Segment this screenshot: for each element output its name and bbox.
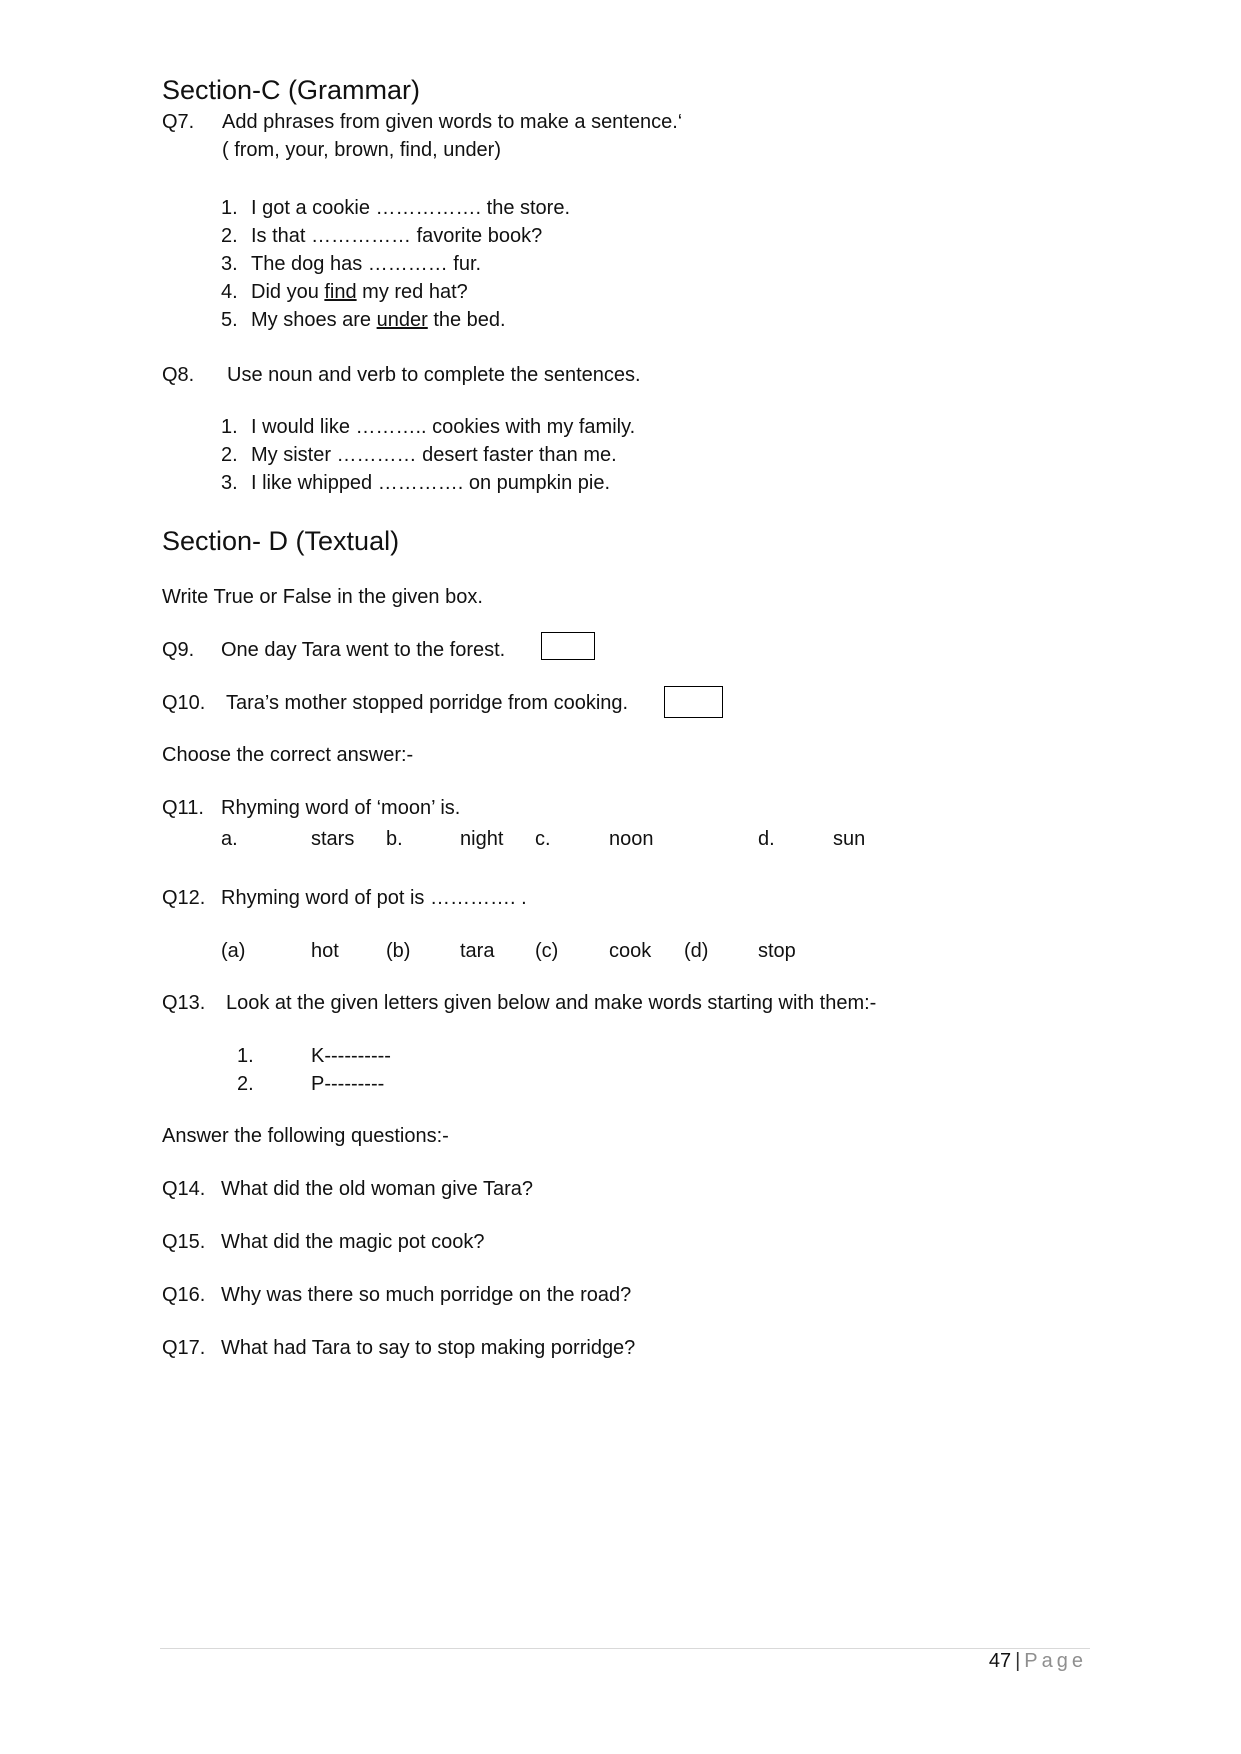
page-footer: [989, 1650, 1087, 1673]
q7-item-number: 3.: [221, 253, 238, 275]
q12-text: Rhyming word of pot is …………. .: [221, 887, 527, 909]
q13-number: Q13.: [162, 992, 206, 1014]
q7-item-text: I got a cookie ……………. the store.: [251, 197, 571, 219]
option-label: (d): [684, 940, 709, 962]
q7-item-text: Did you find my red hat?: [251, 281, 468, 303]
option-label: c.: [535, 828, 551, 850]
option-text: cook: [609, 940, 652, 962]
section-d-heading: Section- D (Textual): [162, 526, 400, 556]
q13-item-number: 1.: [237, 1045, 254, 1067]
q13-item-number: 2.: [237, 1073, 254, 1095]
footer-divider: [160, 1648, 1090, 1649]
q7-number: Q7.: [162, 111, 195, 133]
q7-item-number: 4.: [221, 281, 238, 303]
q9-answer-box[interactable]: [541, 632, 595, 660]
choose-instruction: Choose the correct answer:-: [162, 744, 414, 766]
q7-item-number: 2.: [221, 225, 238, 247]
option-label: d.: [758, 828, 775, 850]
q8-item-number: 1.: [221, 416, 238, 438]
question-number: Q14.: [162, 1178, 206, 1200]
q7-item-text: My shoes are under the bed.: [251, 309, 506, 331]
option-label: (a): [221, 940, 246, 962]
question-text: What did the magic pot cook?: [221, 1231, 485, 1253]
q8-text: Use noun and verb to complete the sentences.: [227, 364, 641, 386]
q9-number: Q9.: [162, 639, 195, 661]
q13-item-text: P---------: [311, 1073, 385, 1095]
option-label: (b): [386, 940, 411, 962]
option-label: (c): [535, 940, 559, 962]
question-number: Q16.: [162, 1284, 206, 1306]
question-number: Q15.: [162, 1231, 206, 1253]
option-text: sun: [833, 828, 866, 850]
q8-item-number: 3.: [221, 472, 238, 494]
option-label: a.: [221, 828, 238, 850]
q7-item-text: Is that …………… favorite book?: [251, 225, 543, 247]
q10-answer-box[interactable]: [664, 686, 723, 718]
q11-text: Rhyming word of ‘moon’ is.: [221, 797, 461, 819]
q13-item-text: K----------: [311, 1045, 391, 1067]
page-separator: |: [1015, 1650, 1021, 1672]
question-text: What did the old woman give Tara?: [221, 1178, 534, 1200]
option-text: night: [460, 828, 504, 850]
question-text: What had Tara to say to stop making porridge?: [221, 1337, 636, 1359]
q7-word-bank: ( from, your, brown, find, under): [222, 139, 502, 161]
section-c-heading: Section-C (Grammar): [162, 75, 421, 105]
q8-number: Q8.: [162, 364, 195, 386]
q7-item-number: 5.: [221, 309, 238, 331]
q9-text: One day Tara went to the forest.: [221, 639, 506, 661]
option-text: stars: [311, 828, 355, 850]
answer-instruction: Answer the following questions:-: [162, 1125, 449, 1147]
q8-item-number: 2.: [221, 444, 238, 466]
option-text: stop: [758, 940, 796, 962]
q8-item-text: I would like ……….. cookies with my family.: [251, 416, 636, 438]
q7-item-number: 1.: [221, 197, 238, 219]
question-number: Q17.: [162, 1337, 206, 1359]
option-label: b.: [386, 828, 403, 850]
underlined-word: under: [376, 309, 428, 331]
q11-number: Q11.: [162, 797, 204, 819]
q7-item-text: The dog has ………… fur.: [251, 253, 482, 275]
option-text: hot: [311, 940, 339, 962]
q10-number: Q10.: [162, 692, 206, 714]
page-label: Page: [1024, 1650, 1087, 1672]
option-text: noon: [609, 828, 654, 850]
underlined-word: find: [324, 281, 357, 303]
q12-number: Q12.: [162, 887, 206, 909]
question-text: Why was there so much porridge on the road?: [221, 1284, 632, 1306]
q10-text: Tara’s mother stopped porridge from cooking.: [226, 692, 629, 714]
q7-text: Add phrases from given words to make a sentence.‘: [222, 111, 683, 133]
page-number: 47: [988, 1650, 1012, 1672]
option-text: tara: [460, 940, 495, 962]
q8-item-text: My sister ………… desert faster than me.: [251, 444, 617, 466]
q13-text: Look at the given letters given below and make words starting with them:-: [226, 992, 877, 1014]
q8-item-text: I like whipped …………. on pumpkin pie.: [251, 472, 611, 494]
true-false-instruction: Write True or False in the given box.: [162, 586, 483, 608]
